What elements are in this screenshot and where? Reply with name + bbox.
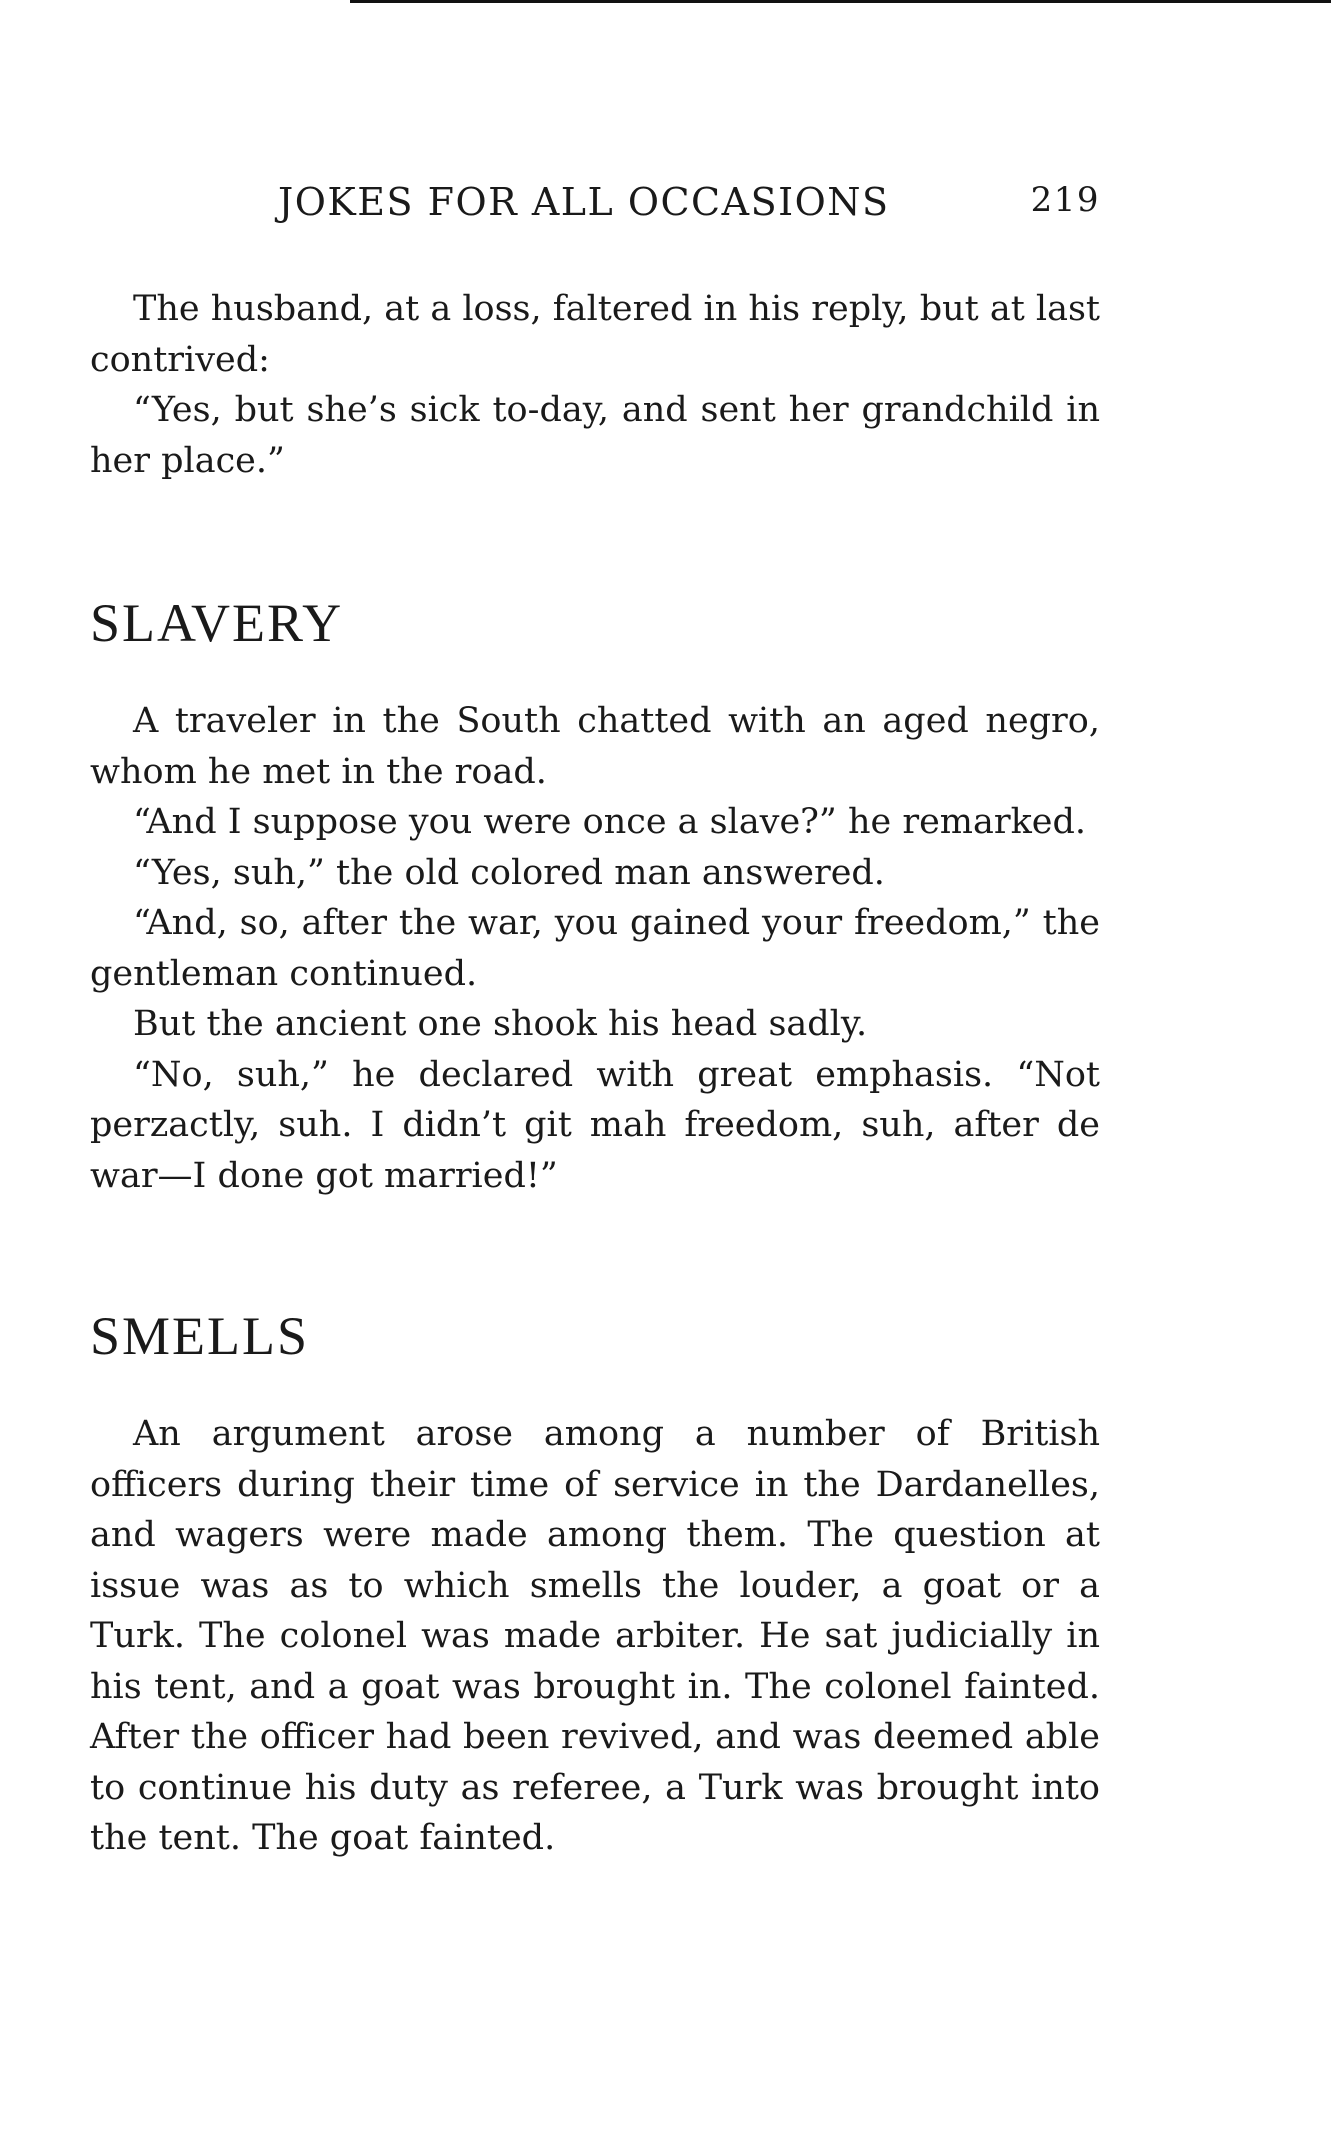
slavery-paragraph-1: A traveler in the South chatted with an aged negro, whom he met in the road. [90, 701, 1100, 792]
slavery-paragraph-2: “And I suppose you were once a slave?” he remarked. [133, 802, 1087, 842]
running-head [90, 180, 1100, 232]
slavery-paragraph-4: “And, so, after the war, you gained your freedom,” the gentleman continued. [90, 903, 1100, 994]
book-page [90, 180, 1100, 1864]
intro-paragraph-2: “Yes, but she’s sick to-day, and sent her grandchild in her place.” [90, 390, 1100, 481]
intro-paragraph-1: The husband, at a loss, faltered in his reply, but at last contrived: [90, 289, 1100, 380]
slavery-section [90, 696, 1100, 1201]
page-number: 219 [1030, 180, 1100, 220]
section-heading-smells: SMELLS [90, 1306, 310, 1366]
top-edge-rule [350, 0, 1331, 3]
intro-block [90, 284, 1100, 486]
smells-section [90, 1409, 1100, 1864]
section-heading-slavery: SLAVERY [90, 593, 344, 653]
slavery-paragraph-3: “Yes, suh,” the old colored man answered. [133, 852, 885, 893]
slavery-paragraph-6: “No, suh,” he declared with great emphasis. “Not perzactly, suh. I didn’t git mah freedom, suh, after de war—I done got married!” [90, 1054, 1100, 1196]
running-title: JOKES FOR ALL OCCASIONS [278, 180, 890, 224]
smells-paragraph-1: An argument arose among a number of British officers during their time of service in the Dardanelles, and wagers were made among them. The question at issue was as to which smells the louder, a goat or a Turk. The colonel was made arbiter. He sat judicially in his tent, and a goat was brought in. The colonel fainted. After the officer had been revived, and was deemed able to continue his duty as referee, a Turk was brought into the tent. The goat fainted. [90, 1414, 1100, 1858]
slavery-paragraph-5: But the ancient one shook his head sadly. [133, 1004, 868, 1044]
